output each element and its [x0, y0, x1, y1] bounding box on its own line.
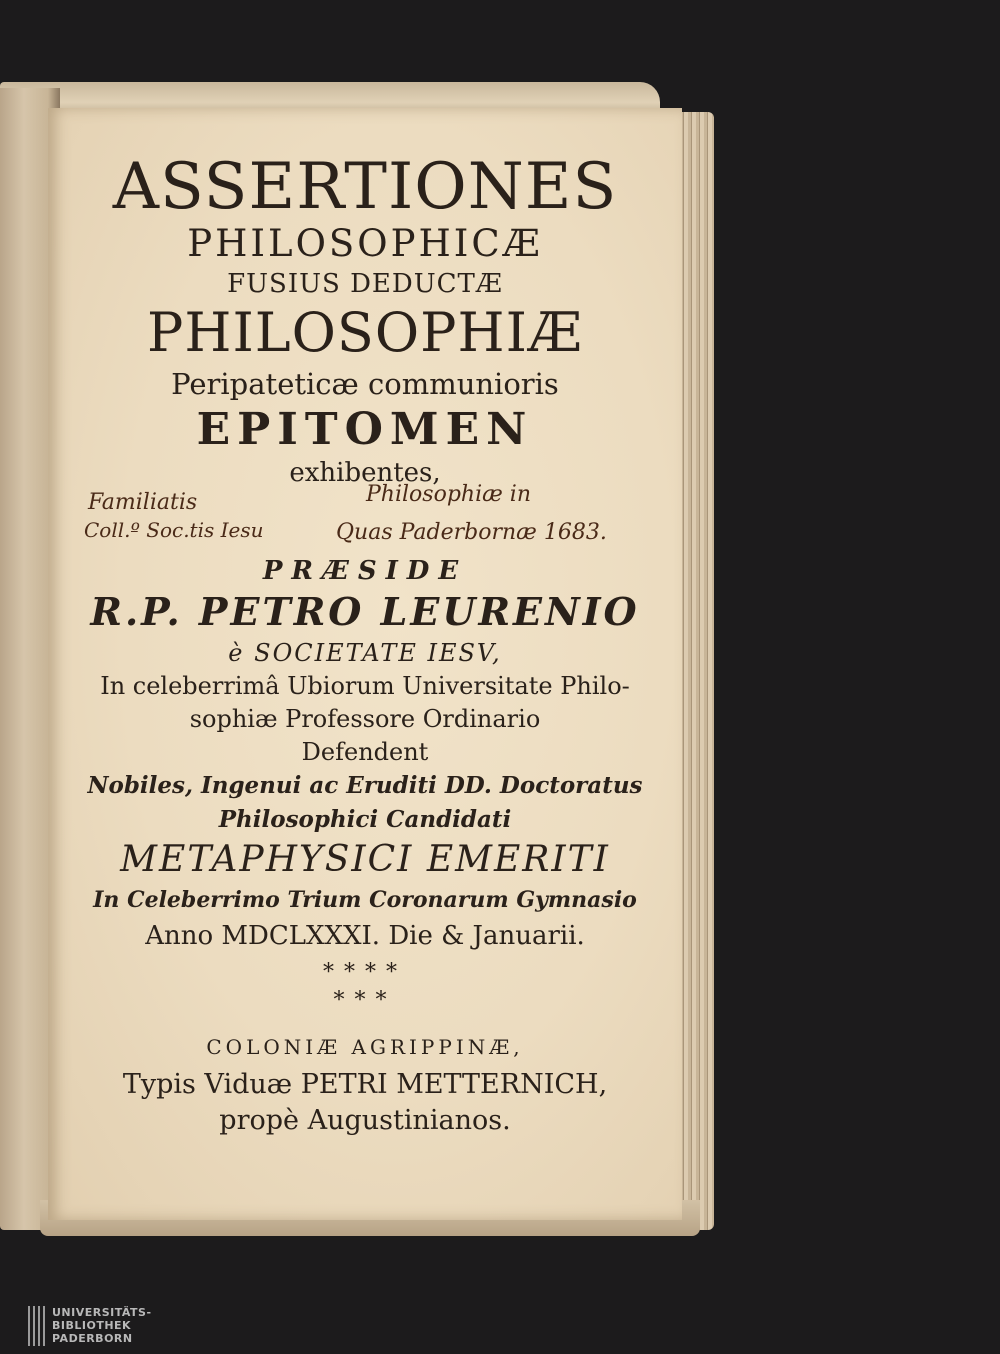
title-line: ASSERTIONES — [112, 150, 618, 224]
text-line: In Celeberrimo Trium Coronarum Gymnasio — [93, 887, 637, 913]
library-logo — [28, 1306, 188, 1346]
handwriting-line: Philosophiæ in — [366, 482, 531, 507]
subtitle-line: FUSIUS DEDUCTÆ — [227, 269, 503, 299]
title-line: EPITOMEN — [196, 404, 534, 455]
text-line: METAPHYSICI EMERITI — [120, 839, 610, 880]
subtitle-line: PHILOSOPHICÆ — [187, 222, 543, 265]
star-ornament: *** — [333, 988, 397, 1013]
text-line: exhibentes, — [289, 458, 441, 488]
text-line: Philosophici Candidati — [218, 806, 512, 833]
text-line: Peripateticæ communioris — [171, 367, 559, 401]
text-line: PRÆSIDE — [262, 556, 468, 586]
star-ornament: **** — [323, 960, 407, 985]
logo-line: UNIVERSITÄTS- — [52, 1306, 152, 1319]
title-page-text — [48, 152, 682, 1139]
title-page — [48, 108, 682, 1220]
text-line: Nobiles, Ingenui ac Eruditi DD. Doctoratus — [87, 772, 643, 799]
date-line: Anno MDCLXXXI. Die & Januarii. — [145, 921, 585, 951]
text-line: In celeberrimâ Ubiorum Universitate Philo- — [100, 672, 630, 700]
imprint-place: COLONIÆ AGRIPPINÆ, — [206, 1035, 524, 1059]
library-logo-text — [52, 1306, 152, 1345]
imprint-printer: Typis Viduæ PETRI METTERNICH, — [122, 1069, 608, 1100]
handwriting-line: Quas Paderbornæ 1683. — [336, 520, 607, 545]
logo-line: BIBLIOTHEK — [52, 1319, 132, 1332]
presider-name: R.P. PETRO LEURENIO — [90, 589, 640, 634]
library-logo-icon — [28, 1306, 48, 1346]
handwriting-line: Coll.º Soc.tis Iesu — [84, 518, 264, 542]
logo-line: PADERBORN — [52, 1332, 133, 1345]
title-line: PHILOSOPHIÆ — [147, 301, 583, 364]
imprint-address: propè Augustinianos. — [219, 1105, 511, 1136]
text-line: sophiæ Professore Ordinario — [189, 705, 541, 733]
text-line: Defendent — [301, 738, 429, 766]
handwritten-annotation — [48, 482, 682, 554]
handwriting-line: Familiatis — [88, 490, 198, 515]
text-line: è SOCIETATE IESV, — [228, 639, 502, 667]
